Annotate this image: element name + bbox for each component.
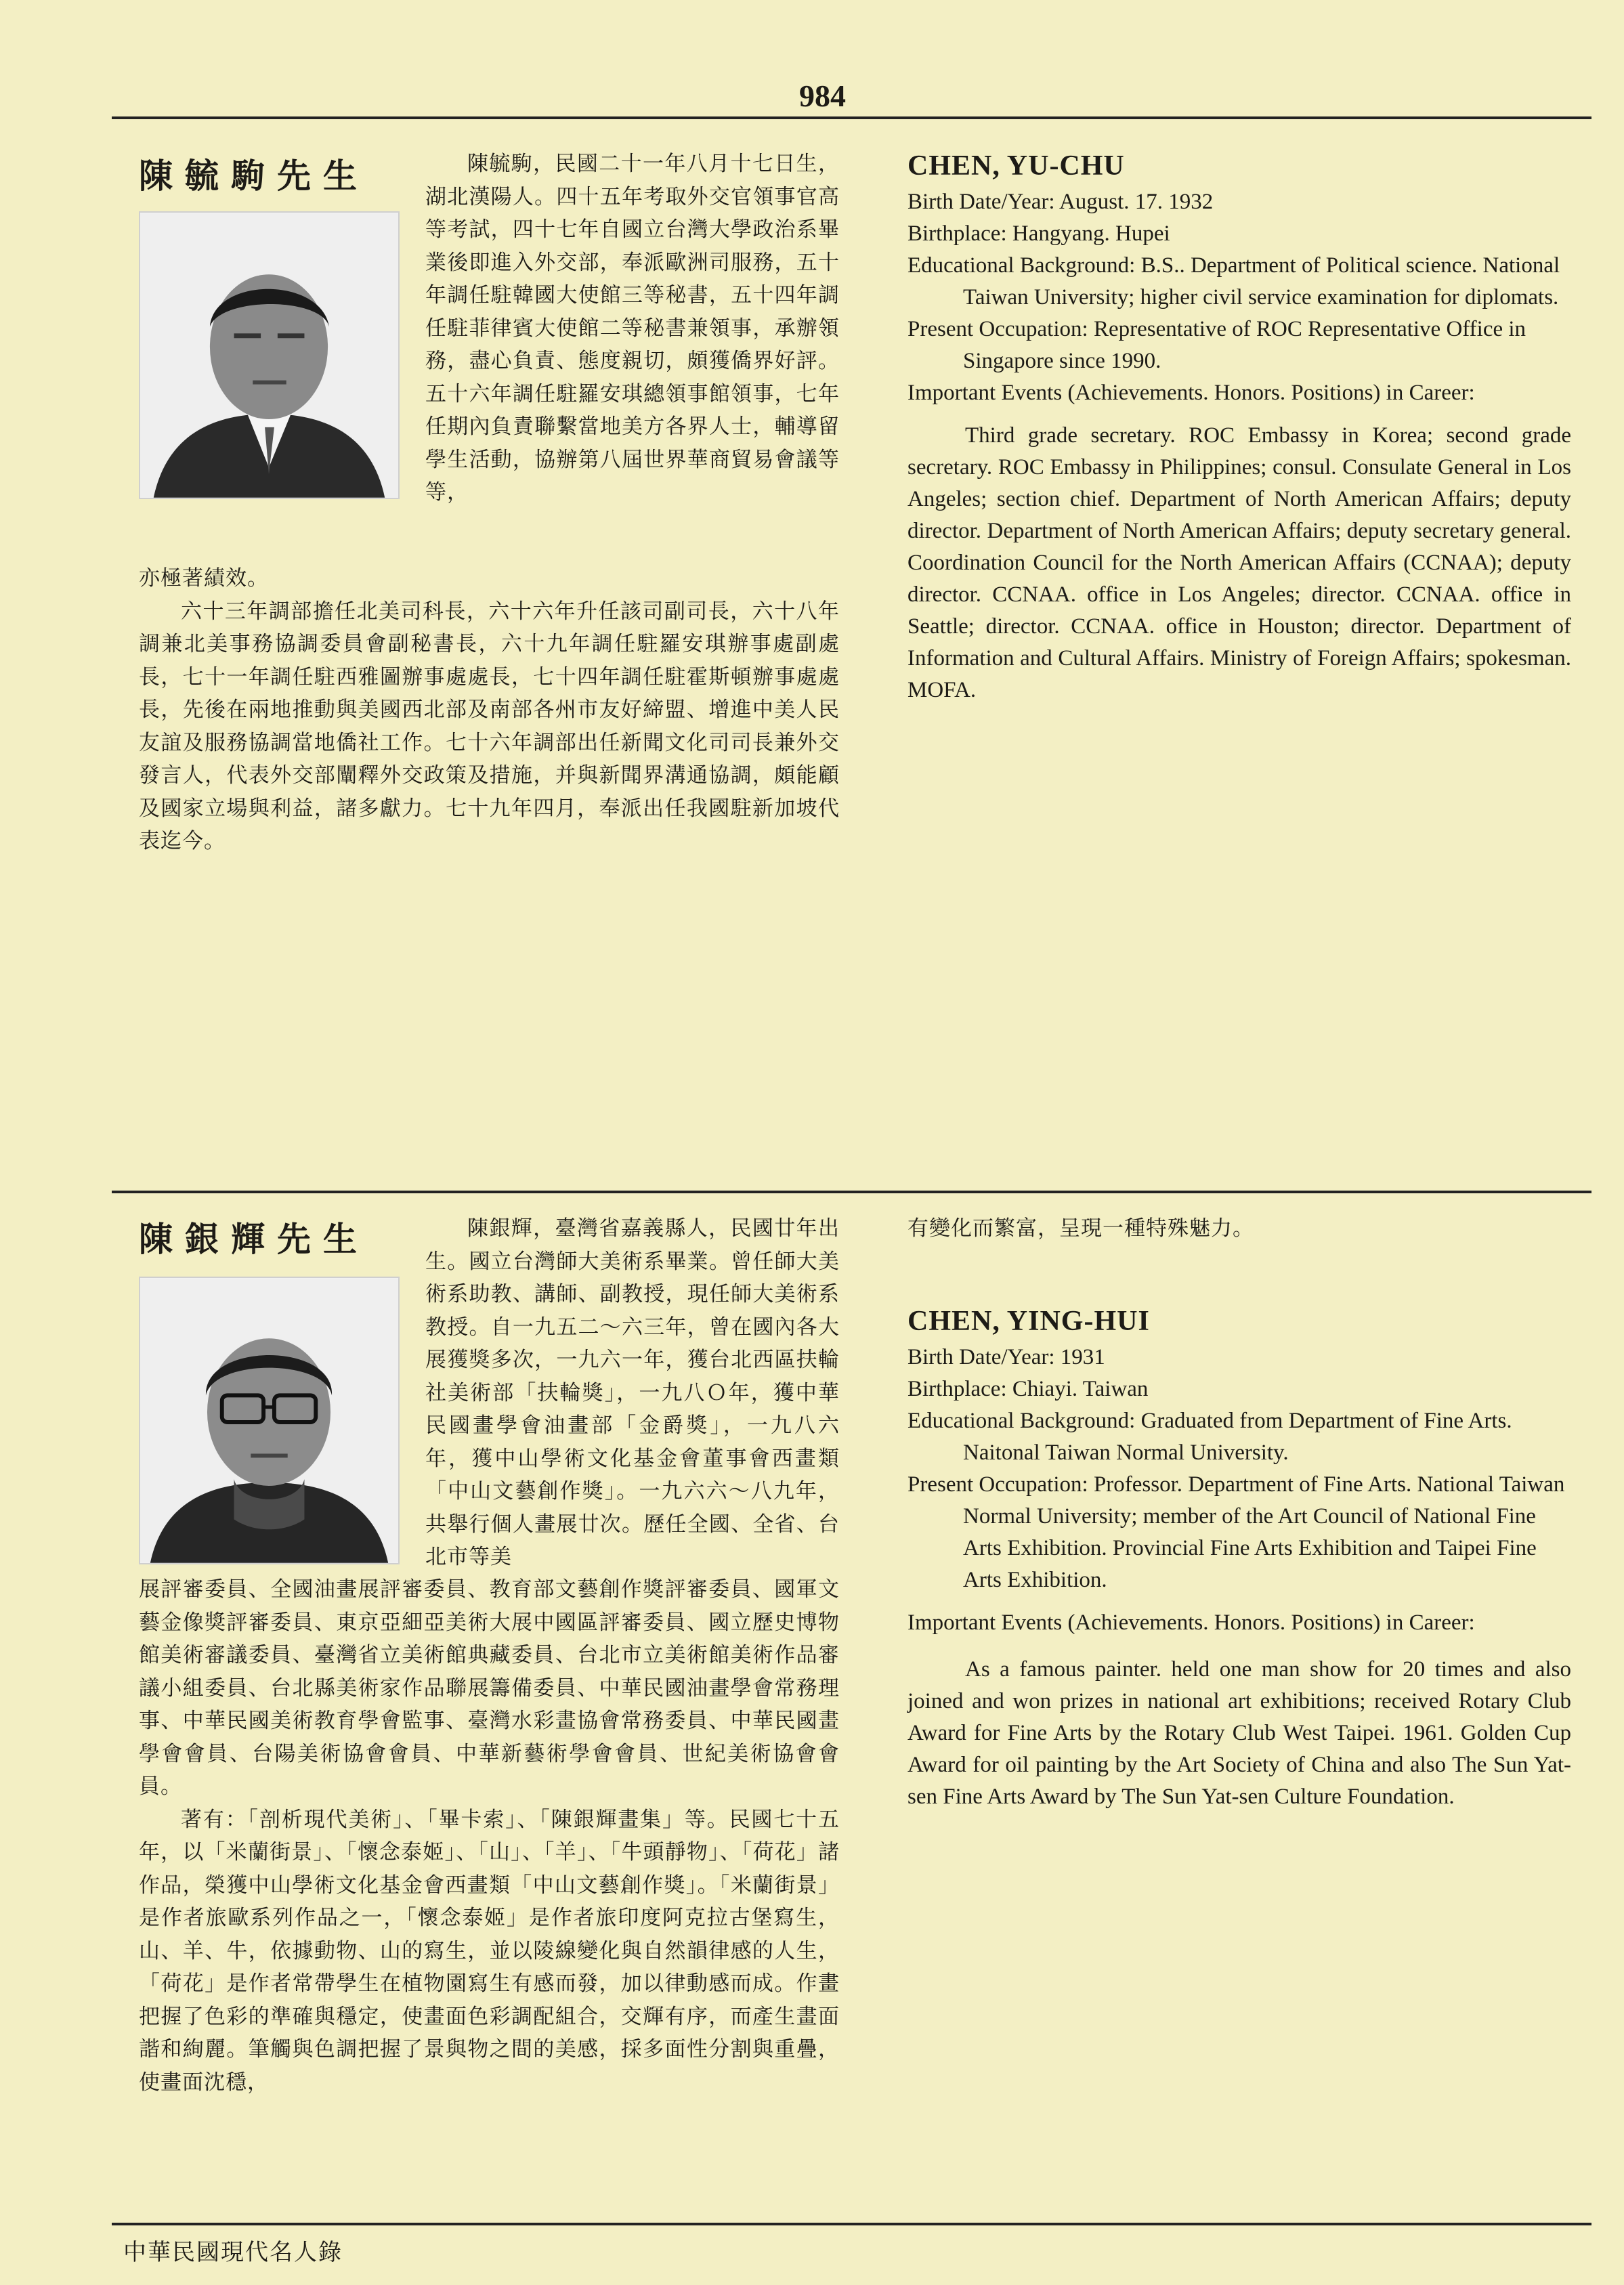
entry1-birthplace: Birthplace: Hangyang. Hupei — [907, 221, 1170, 246]
entry1-events-text: Third grade secretary. ROC Embassy in Korea; second grade secretary. ROC Embassy in Philippines; consul. Consulate General in Los Angeles; section chief. Department of North American Affairs; deputy director. Department of North American Affairs; deputy secretary general. Coordination Council for the North American Affairs (CCNAA); deputy director. CCNAA. office in Los Angeles; director. CCNAA. office in Seattle; director. CCNAA. office in Houston; director. Department of Information and Cultural Affairs. Ministry of Foreign Affairs; spokesman. MOFA. — [907, 423, 1571, 702]
entry1-chinese-intro-tail: 亦極著績效。 — [139, 566, 269, 591]
entry1-chinese-bio-intro — [425, 148, 840, 509]
book-title-footer: 中華民國現代名人錄 — [123, 2239, 343, 2266]
entry2-chinese-paragraph-2: 著有：「剖析現代美術」、「畢卡索」、「陳銀輝畫集」等。民國七十五年，以「米蘭街景」、「懷念泰姬」、「山」、「羊」、「牛頭靜物」、「荷花」諸作品，榮獲中山學術文化基金會西畫類「中山文藝創作獎」。「米蘭街景」是作者旅歐系列作品之一，「懷念泰姬」是作者旅印度阿克拉古堡寫生，山、羊、牛，依據動物、山的寫生，並以陵線變化與自然韻律感的人生，「荷花」是作者常帶學生在植物園寫生有感而發，加以律動感而成。作畫把握了色彩的準確與穩定，使畫面色彩調配組合，交輝有序，而產生畫面諧和絢麗。筆觸與色調把握了景與物之間的美感，採多面性分割與重疊，使畫面沈穩， — [139, 1807, 840, 2095]
entry2-chinese-bio-body — [139, 1573, 840, 2099]
entry2-english-bio — [907, 1306, 1571, 1813]
entry1-events-label: Important Events (Achievements. Honors. Positions) in Career: — [907, 381, 1475, 405]
entry2-education: Educational Background: Graduated from Department of Fine Arts. Naitonal Taiwan Normal University. — [907, 1409, 1512, 1465]
entry1-chinese-bio-body — [139, 562, 840, 858]
entry2-chinese-name: 陳銀輝先生 — [139, 1220, 369, 1259]
portrait-man-glasses-icon — [140, 1278, 398, 1563]
entry2-chinese-intro-text: 陳銀輝，臺灣省嘉義縣人，民國廿年出生。國立台灣師大美術系畢業。曾任師大美術系助教、講師、副教授，現任師大美術系教授。自一九五二～六三年，曾在國內各大展獲獎多次，一九六一年，獲台北西區扶輪社美術部「扶輪獎」，一九八Ｏ年，獲中華民國畫學會油畫部「金爵獎」，一九八六年，獲中山學術文化基金會董事會西畫類「中山文藝創作獎」。一九六六～八九年，共舉行個人畫展廿次。歷任全國、全省、台北市等美 — [425, 1216, 840, 1569]
entry1-education: Educational Background: B.S.. Department of Political science. National Taiwan University; higher civil service examination for diplomats. — [907, 253, 1560, 309]
section-divider — [112, 1191, 1591, 1193]
entry2-events-label: Important Events (Achievements. Honors. Positions) in Career: — [907, 1610, 1475, 1635]
entry1-english-name: CHEN, YU-CHU — [907, 150, 1125, 181]
entry1-english-bio — [907, 150, 1571, 706]
entry2-occupation: Present Occupation: Professor. Department of Fine Arts. National Taiwan Normal University; member of the Art Council of National Fine Arts Exhibition. Provincial Fine Arts Exhibition and Taipei Fine Arts Exhibition. — [907, 1472, 1565, 1592]
entry1-chinese-name: 陳毓駒先生 — [139, 156, 369, 196]
entry2-birthplace: Birthplace: Chiayi. Taiwan — [907, 1377, 1149, 1401]
entry1-portrait-photo — [139, 211, 400, 499]
entry2-chinese-bio-intro — [425, 1212, 840, 1574]
page-number: 984 — [799, 79, 846, 113]
entry2-chinese-intro-tail: 展評審委員、全國油畫展評審委員、教育部文藝創作獎評審委員、國軍文藝金像獎評審委員、東京亞細亞美術大展中國區評審委員、國立歷史博物館美術審議委員、臺灣省立美術館典藏委員、台北市立美術館美術作品審議小組委員、台北縣美術家作品聯展籌備委員、中華民國油畫學會常務理事、中華民國美術教育學會監事、臺灣水彩畫協會常務委員、中華民國畫學會會員、台陽美術協會會員、中華新藝術學會會員、世紀美術協會會員。 — [139, 1577, 840, 1799]
entry1-chinese-intro-text: 陳毓駒，民國二十一年八月十七日生，湖北漢陽人。四十五年考取外交官領事官高等考試，四十七年自國立台灣大學政治系畢業後即進入外交部，奉派歐洲司服務，五十年調任駐韓國大使館三等秘書，五十四年調任駐菲律賓大使館二等秘書兼領事，承辦領務，盡心負責、態度親切，頗獲僑界好評。五十六年調任駐羅安琪總領事館領事，七年任期內負責聯繫當地美方各界人士，輔導留學生活動，協辦第八屆世界華商貿易會議等等， — [425, 152, 840, 505]
entry2-english-name: CHEN, YING-HUI — [907, 1306, 1150, 1337]
footer-rule — [112, 2223, 1591, 2225]
entry2-events-text: As a famous painter. held one man show for 20 times and also joined and won prizes in national art exhibitions; received Rotary Club Award for Fine Arts by the Rotary Club West Taipei. 1961. Golden Cup Award for oil painting by the Art Society of China and also The Sun Yat-sen Fine Arts Award by The Sun Yat-sen Culture Foundation. — [907, 1657, 1571, 1809]
header-rule — [112, 116, 1591, 119]
entry2-portrait-photo — [139, 1277, 400, 1564]
entry1-occupation: Present Occupation: Representative of ROC Representative Office in Singapore since 1990. — [907, 317, 1526, 373]
entry2-chinese-continued: 有變化而繁富，呈現一種特殊魅力。 — [907, 1216, 1254, 1241]
entry2-birth-date: Birth Date/Year: 1931 — [907, 1345, 1105, 1369]
entry1-birth-date: Birth Date/Year: August. 17. 1932 — [907, 190, 1214, 214]
portrait-man-suit-icon — [140, 213, 398, 498]
entry1-chinese-paragraph-2: 六十三年調部擔任北美司科長，六十六年升任該司副司長，六十八年調兼北美事務協調委員會副秘書長，六十九年調任駐羅安琪辦事處副處長，七十一年調任駐西雅圖辦事處處長，七十四年調任駐霍斯頓辦事處處長，先後在兩地推動與美國西北部及南部各州市友好締盟、增進中美人民友誼及服務協調當地僑社工作。七十六年調部出任新聞文化司司長兼外交發言人，代表外交部闡釋外交政策及措施，并與新聞界溝通協調，頗能顧及國家立場與利益，諸多獻力。七十九年四月，奉派出任我國駐新加坡代表迄今。 — [139, 599, 840, 853]
